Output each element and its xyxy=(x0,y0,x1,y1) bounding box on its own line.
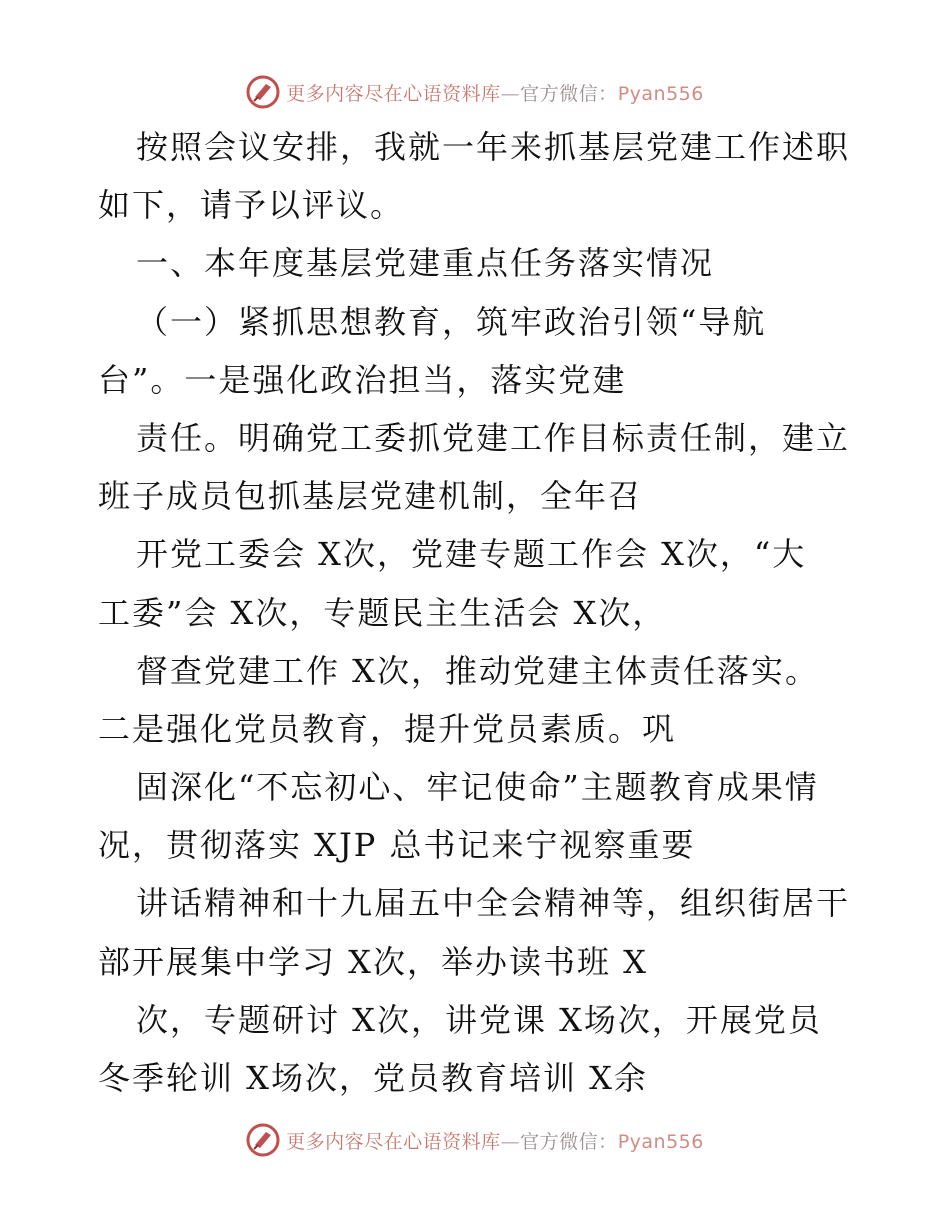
body-text-line: 责任。明确党工委抓党建工作目标责任制，建立 xyxy=(136,418,851,457)
body-text-line: 次，专题研讨 X次，讲党课 X场次，开展党员 xyxy=(136,1000,822,1039)
body-text-line: 台”。一是强化政治担当，落实党建 xyxy=(98,360,627,399)
brand-logo-icon xyxy=(246,75,280,109)
body-text-line: 冬季轮训 X场次，党员教育培训 X余 xyxy=(98,1059,648,1097)
watermark-official: 官方微信： xyxy=(520,1130,618,1153)
body-text-line: 讲话精神和十九届五中全会精神等，组织街居干 xyxy=(136,884,851,923)
watermark-account: Pyan556 xyxy=(617,82,704,105)
watermark-official: 官方微信： xyxy=(520,82,618,105)
watermark-separator: — xyxy=(500,82,521,105)
brand-logo-icon xyxy=(246,1123,280,1157)
body-text-line: 一、本年度基层党建重点任务落实情况 xyxy=(136,244,715,283)
page-header-watermark xyxy=(0,72,950,112)
body-text-line: 固深化“不忘初心、牢记使命”主题教育成果情 xyxy=(136,768,819,807)
body-text-line: 况，贯彻落实 XJP 总书记来宁视察重要 xyxy=(98,826,696,865)
body-text-line: 二是强化党员教育，提升党员素质。巩 xyxy=(98,709,677,748)
body-text-line: 部开展集中学习 X次，举办读书班 X xyxy=(98,942,648,981)
body-text-line: 工委”会 X次，专题民主生活会 X次， xyxy=(98,593,667,632)
watermark-brand: 更多内容尽在心语资料库 xyxy=(286,82,501,105)
body-text-line: 按照会议安排，我就一年来抓基层党建工作述职 xyxy=(136,128,851,166)
body-text-line: 督查党建工作 X次，推动党建主体责任落实。 xyxy=(136,651,819,690)
page-footer-watermark xyxy=(0,1120,950,1160)
body-text-line: 班子成员包抓基层党建机制，全年召 xyxy=(98,477,643,516)
watermark-text xyxy=(286,1127,704,1154)
body-text-line: （一）紧抓思想教育，筑牢政治引领“导航 xyxy=(136,302,767,341)
watermark-brand: 更多内容尽在心语资料库 xyxy=(286,1130,501,1153)
watermark-separator: — xyxy=(500,1130,521,1153)
body-text-line: 如下，请予以评议。 xyxy=(98,186,405,225)
watermark-account: Pyan556 xyxy=(617,1130,704,1153)
watermark-text xyxy=(286,79,704,106)
body-text-line: 开党工委会 X次，党建专题工作会 X次，“大 xyxy=(136,535,807,574)
document-body xyxy=(98,118,858,1107)
